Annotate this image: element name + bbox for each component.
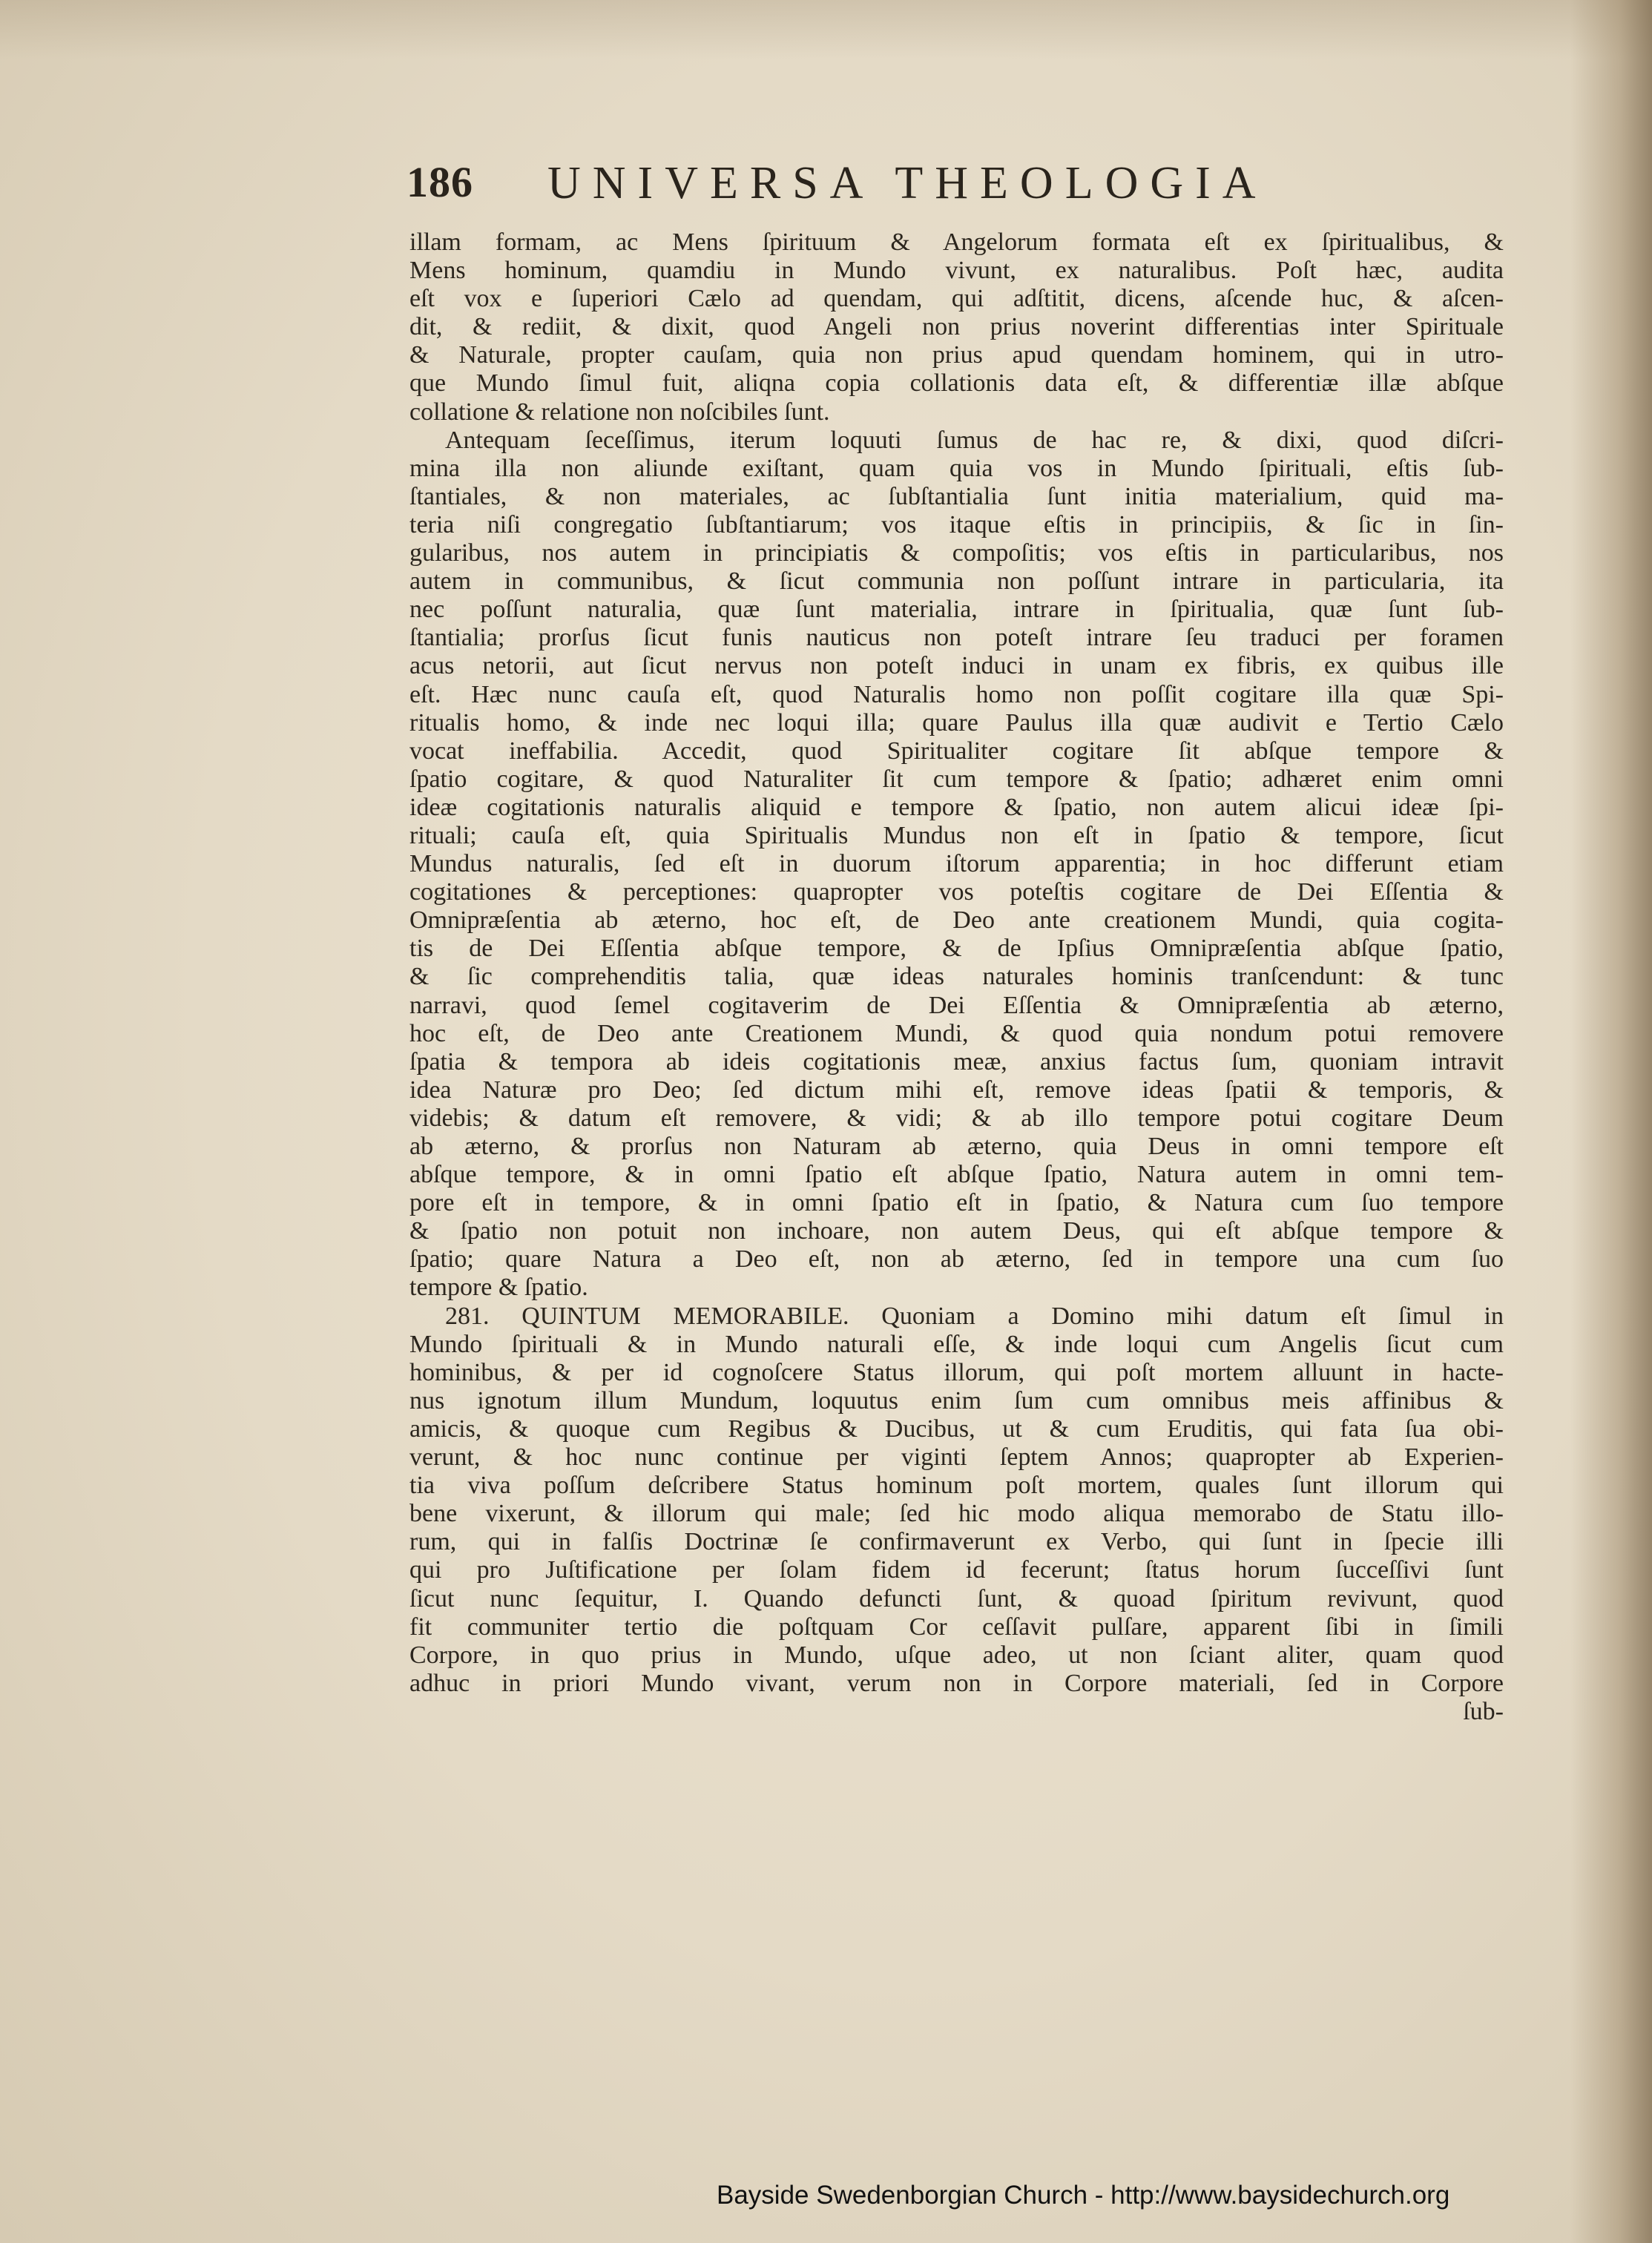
body-text — [409, 228, 1504, 1726]
text-line: dit, & rediit, & dixit, quod Angeli non prius noverint differentias inter Spirituale — [409, 313, 1504, 341]
text-line: rum, qui in falſis Doctrinæ ſe confirmaverunt ex Verbo, qui ſunt in ſpecie illi — [409, 1528, 1504, 1556]
text-line: Mundus naturalis, ſed eſt in duorum iſtorum apparentia; in hoc differunt etiam — [409, 850, 1504, 878]
text-line: eſt vox e ſuperiori Cælo ad quendam, qui adſtitit, dicens, aſcende huc, & aſcen- — [409, 285, 1504, 313]
text-line: illam formam, ac Mens ſpirituum & Angelorum formata eſt ex ſpiritualibus, & — [409, 228, 1504, 256]
text-line: Mens hominum, quamdiu in Mundo vivunt, ex naturalibus. Poſt hæc, audita — [409, 257, 1504, 285]
page-top-shading — [0, 0, 1652, 59]
text-line: abſque tempore, & in omni ſpatio eſt abſque ſpatio, Natura autem in omni tem- — [409, 1161, 1504, 1189]
watermark-text: Bayside Swedenborgian Church - http://www.baysidechurch.org — [717, 2181, 1450, 2210]
text-line: Mundo ſpirituali & in Mundo naturali eſſe, & inde loqui cum Angelis ſicut cum — [409, 1330, 1504, 1358]
text-line: bene vixerunt, & illorum qui male; ſed hic modo aliqua memorabo de Statu illo- — [409, 1500, 1504, 1528]
running-header — [407, 157, 1408, 217]
running-title: UNIVERSA THEOLOGIA — [547, 158, 1268, 208]
text-line: verunt, & hoc nunc continue per viginti ſeptem Annos; quapropter ab Experien- — [409, 1443, 1504, 1472]
text-line: & ſic comprehenditis talia, quæ ideas naturales hominis tranſcendunt: & tunc — [409, 963, 1504, 991]
text-line: videbis; & datum eſt removere, & vidi; & ab illo tempore potui cogitare Deum — [409, 1104, 1504, 1132]
text-line: tis de Dei Eſſentia abſque tempore, & de Ipſius Omnipræſentia abſque ſpatio, — [409, 935, 1504, 963]
text-line: ſtantialia; prorſus ſicut funis nauticus non poteſt intrare ſeu traduci per foramen — [409, 624, 1504, 652]
text-line: narravi, quod ſemel cogitaverim de Dei Eſſentia & Omnipræſentia ab æterno, — [409, 991, 1504, 1019]
text-line: que Mundo ſimul fuit, aliqna copia collationis data eſt, & differentiæ illæ abſque — [409, 369, 1504, 398]
text-line: adhuc in priori Mundo vivant, verum non in Corpore materiali, ſed in Corpore — [409, 1669, 1504, 1697]
text-line: & Naturale, propter cauſam, quia non prius apud quendam hominem, qui in utro- — [409, 341, 1504, 369]
text-line: collatione & relatione non noſcibiles ſunt. — [409, 398, 830, 426]
text-line: rituali; cauſa eſt, quia Spiritualis Mundus non eſt in ſpatio & tempore, ſicut — [409, 821, 1504, 849]
text-line: nus ignotum illum Mundum, loquutus enim ſum cum omnibus meis affinibus & — [409, 1386, 1504, 1414]
text-line: hominibus, & per id cognoſcere Status illorum, qui poſt mortem alluunt in hacte- — [409, 1358, 1504, 1386]
page-number: 186 — [407, 158, 473, 206]
text-line: ſpatio cogitare, & quod Naturaliter ſit cum tempore & ſpatio; adhæret enim omni — [409, 765, 1504, 793]
text-line: Corpore, in quo prius in Mundo, uſque adeo, ut non ſciant aliter, quam quod — [409, 1641, 1504, 1669]
text-line: ſpatia & tempora ab ideis cogitationis meæ, anxius factus ſum, quoniam intravit — [409, 1047, 1504, 1076]
text-line: Omnipræſentia ab æterno, hoc eſt, de Deo ante creationem Mundi, quia cogita- — [409, 906, 1504, 935]
catchword: ſub- — [1463, 1697, 1504, 1725]
text-line: idea Naturæ pro Deo; ſed dictum mihi eſt, remove ideas ſpatii & temporis, & — [409, 1076, 1504, 1104]
text-line: acus netorii, aut ſicut nervus non poteſt induci in unam ex fibris, ex quibus ille — [409, 652, 1504, 680]
text-line: vocat ineffabilia. Accedit, quod Spiritualiter cogitare ſit abſque tempore & — [409, 737, 1504, 765]
text-line: ſtantiales, & non materiales, ac ſubſtantialia ſunt initia materialium, quid ma- — [409, 482, 1504, 510]
text-line: ab æterno, & prorſus non Naturam ab æterno, quia Deus in omni tempore eſt — [409, 1133, 1504, 1160]
text-line: eſt. Hæc nunc cauſa eſt, quod Naturalis homo non poſſit cogitare illa quæ Spi- — [409, 680, 1504, 708]
text-line: mina illa non aliunde exiſtant, quam quia vos in Mundo ſpirituali, eſtis ſub- — [409, 454, 1504, 482]
text-line: Antequam ſeceſſimus, iterum loquuti ſumus de hac re, & dixi, quod diſcri- — [445, 426, 1504, 454]
text-line: qui pro Juſtificatione per ſolam fidem id fecerunt; ſtatus horum ſucceſſivi ſunt — [409, 1556, 1504, 1584]
text-line: gularibus, nos autem in principiatis & compoſitis; vos eſtis in particularibus, nos — [409, 539, 1504, 567]
text-line: tia viva poſſum deſcribere Status hominum poſt mortem, quales ſunt illorum qui — [409, 1472, 1504, 1500]
text-line: teria niſi congregatio ſubſtantiarum; vos itaque eſtis in principiis, & ſic in ſin- — [409, 510, 1504, 538]
text-line: hoc eſt, de Deo ante Creationem Mundi, & quod quia nondum potui removere — [409, 1019, 1504, 1047]
text-line: fit communiter tertio die poſtquam Cor ceſſavit pulſare, apparent ſibi in ſimili — [409, 1613, 1504, 1641]
text-line: cogitationes & perceptiones: quapropter vos poteſtis cogitare de Dei Eſſentia & — [409, 878, 1504, 906]
text-line: nec poſſunt naturalia, quæ ſunt materialia, intrare in ſpiritualia, quæ ſunt ſub- — [409, 596, 1504, 624]
text-line: tempore & ſpatio. — [409, 1274, 588, 1302]
text-line: 281. QUINTUM MEMORABILE. Quoniam a Domino mihi datum eſt ſimul in — [445, 1302, 1504, 1330]
page-gutter-shadow — [1570, 0, 1652, 2243]
text-line: autem in communibus, & ſicut communia non poſſunt intrare in particularia, ita — [409, 567, 1504, 596]
text-line: ritualis homo, & inde nec loqui illa; quare Paulus illa quæ audivit e Tertio Cælo — [409, 708, 1504, 737]
text-line: ſpatio; quare Natura a Deo eſt, non ab æterno, ſed in tempore una cum ſuo — [409, 1245, 1504, 1274]
text-line: pore eſt in tempore, & in omni ſpatio eſt in ſpatio, & Natura cum ſuo tempore — [409, 1189, 1504, 1217]
text-line: & ſpatio non potuit non inchoare, non autem Deus, qui eſt abſque tempore & — [409, 1217, 1504, 1245]
text-line: ideæ cogitationis naturalis aliquid e tempore & ſpatio, non autem alicui ideæ ſpi- — [409, 793, 1504, 821]
text-line: ſicut nunc ſequitur, I. Quando defuncti ſunt, & quoad ſpiritum revivunt, quod — [409, 1584, 1504, 1613]
text-line: amicis, & quoque cum Regibus & Ducibus, ut & cum Eruditis, qui fata ſua obi- — [409, 1414, 1504, 1443]
